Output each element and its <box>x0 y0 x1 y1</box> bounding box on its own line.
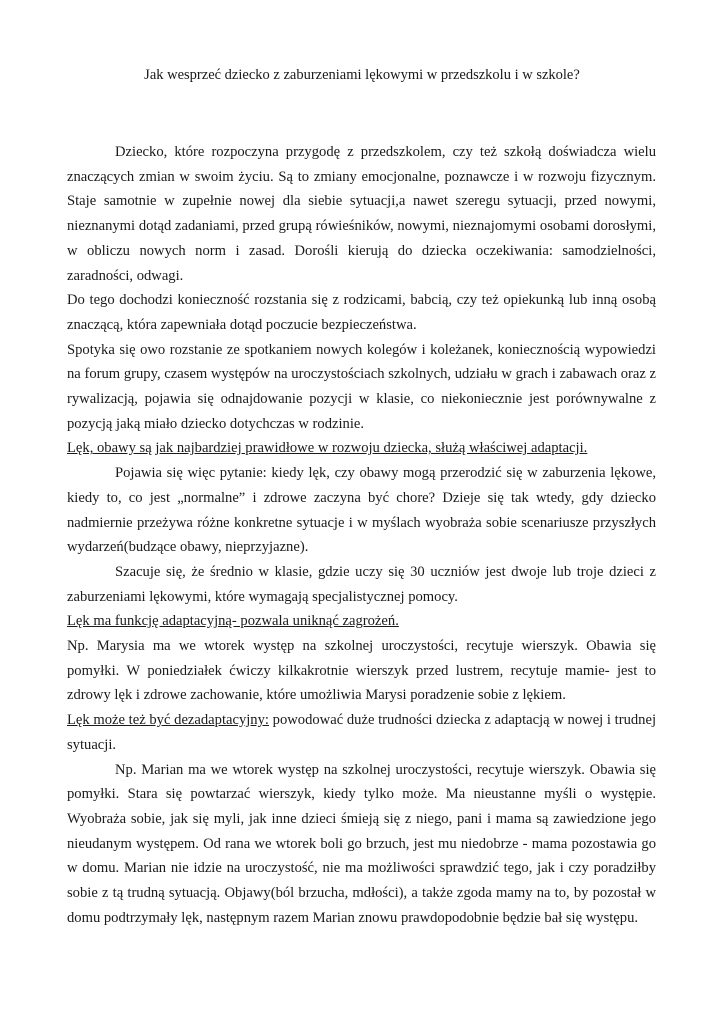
maladaptive-text: powodować duże trudności dziecka z adaptacją w nowej i trudnej sytuacji. <box>67 712 656 753</box>
paragraph-example-marian: Np. Marian ma we wtorek występ na szkolnej uroczystości, recytuje wierszyk. Obawia się pomyłki. Stara się powtarzać wierszyk, kiedy tylko może. Ma nieustanne myśli o występie. Wyobraża sobie, jak się myli, jak inne dzieci śmieją się z niego, pani i mama są zawiedzione jego nieudanym występem. Od rana we wtorek boli go brzuch, jest mu niedobrze - mama pozostawia go w domu. Marian nie idzie na uroczystość, nie ma możliwości sprawdzić tego, jak i czy poradziłby sobie z tą trudną sytuacją. Objawy(ból brzucha, mdłości), a także zgoda mamy na to, by pozostał w domu podtrzymały lęk, następnym razem Marian znowu prawdopodobnie będzie bał się występu. <box>67 761 656 926</box>
maladaptive-heading: Lęk może też być dezadaptacyjny: <box>67 712 269 729</box>
document-title: Jak wesprzeć dziecko z zaburzeniami lękowymi w przedszkolu i w szkole? <box>144 67 580 83</box>
paragraph-separation: Do tego dochodzi konieczność rozstania się z rodzicami, babcią, czy też opiekunką lub inną osobą znaczącą, która zapewniała dotąd poczucie bezpieczeństwa. <box>67 292 656 333</box>
paragraph-intro: Dziecko, które rozpoczyna przygodę z przedszkolem, czy też szkołą doświadcza wielu znaczących zmian w swoim życiu. Są to zmiany emocjonalne, poznawcze i w rozwoju fizycznym. Staje samotnie w zupełnie nowej dla siebie sytuacji,a nawet szeregu sytuacji, przed nowymi, nieznanymi dotąd zadaniami, przed grupą rówieśników, nowymi, nieznajomymi osobami dorosłymi, w obliczu nowych norm i zasad. Dorośli kierują do dziecka oczekiwania: samodzielności, zaradności, odwagi. <box>67 144 656 284</box>
paragraph-example-marysia: Np. Marysia ma we wtorek występ na szkolnej uroczystości, recytuje wierszyk. Obawia się pomyłki. W poniedziałek ćwiczy kilkakrotnie wierszyk przed lustrem, recytuje mamie- jest to zdrowy lęk i zdrowe zachowanie, które umożliwia Marysi poradzenie sobie z lękiem. <box>67 638 656 704</box>
document-body <box>67 140 656 931</box>
paragraph-new-peers: Spotyka się owo rozstanie ze spotkaniem nowych kolegów i koleżanek, koniecznością wypowiedzi na forum grupy, czasem występów na uroczystościach szkolnych, udziału w grach i zabawach oraz z rywalizacją, pojawia się odnajdowanie pozycji w klasie, co niekoniecznie jest porównywalne z pozycją jaką miało dziecko dotychczas w rodzinie. <box>67 341 656 432</box>
paragraph-question: Pojawia się więc pytanie: kiedy lęk, czy obawy mogą przerodzić się w zaburzenia lękowe, kiedy to, co jest „normalne” i zdrowe zaczyna być chore? Dzieje się tak wtedy, gdy dziecko nadmiernie przeżywa różne konkretne sytuacje i w myślach wyobraża sobie scenariusze przyszłych wydarzeń(budzące obawy, nieprzyjazne). <box>67 465 656 556</box>
paragraph-anxiety-normal: Lęk, obawy są jak najbardziej prawidłowe w rozwoju dziecka, służą właściwej adaptacji. <box>67 440 588 457</box>
paragraph-adaptive-heading: Lęk ma funkcję adaptacyjną- pozwala uniknąć zagrożeń. <box>67 613 399 630</box>
paragraph-maladaptive <box>67 708 656 757</box>
paragraph-statistics: Szacuje się, że średnio w klasie, gdzie uczy się 30 uczniów jest dwoje lub troje dzieci z zaburzeniami lękowymi, które wymagają specjalistycznej pomocy. <box>67 563 656 605</box>
